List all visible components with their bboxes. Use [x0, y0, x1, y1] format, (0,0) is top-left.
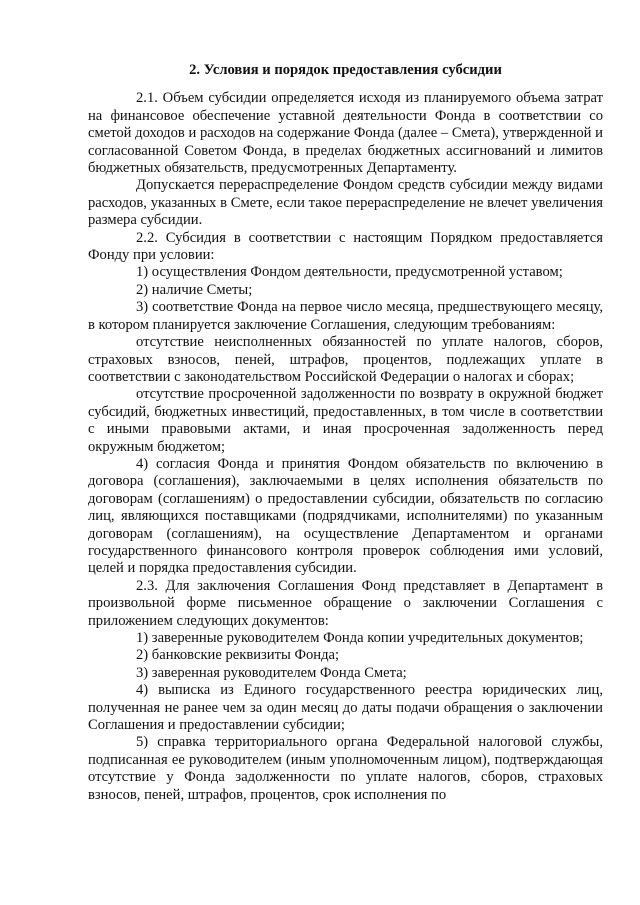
document-item-4: 4) выписка из Единого государственного реестра юридических лиц, полученная не ранее чем за один месяц до даты подачи обращения о заключении Соглашения и предоставлении субсидии;	[88, 682, 603, 734]
document-item-1: 1) заверенные руководителем Фонда копии учредительных документов;	[136, 630, 584, 646]
paragraph-2-2: 2.2. Субсидия в соответствии с настоящим Порядком предоставляется Фонду при условии:	[88, 229, 603, 264]
condition-item-2: 2) наличие Сметы;	[136, 281, 253, 298]
condition-item-3: 3) соответствие Фонда на первое число месяца, предшествующего месяцу, в котором планируется заключение Соглашения, следующим требованиям:	[88, 299, 603, 333]
document-body	[88, 62, 603, 804]
section-title: 2. Условия и порядок предоставления субсидии	[189, 62, 502, 78]
condition-item-4: 4) согласия Фонда и принятия Фондом обязательств по включению в договора (соглашения), заключаемыми в целях исполнения обязательств по договорам (соглашениям) о предоставлении субсидии, обязательств по согласию лиц, являющихся поставщиками (подрядчиками, исполнителями) по указанным договорам (соглашениям), на осуществление Департаментом и органами государственного финансового контроля проверок соблюдения ими условий, целей и порядка предоставления субсидии.	[88, 455, 603, 577]
requirement-no-tax-debt: отсутствие неисполненных обязанностей по уплате налогов, сборов, страховых взносов, пеней, штрафов, процентов, подлежащих уплате в соответствии с законодательством Российской Федерации о налогах и сборах;	[88, 334, 603, 385]
paragraph-2-1: 2.1. Объем субсидии определяется исходя из планируемого объема затрат на финансовое обеспечение уставной деятельности Фонда в соответствии со сметой доходов и расходов на содержание Фонда (далее – Смета), утвержденной и согласованной Советом Фонда, в пределах бюджетных ассигнований и лимитов бюджетных обязательств, предусмотренных Департаменту.	[88, 90, 603, 177]
document-item-2: 2) банковские реквизиты Фонда;	[136, 647, 340, 664]
paragraph-2-3: 2.3. Для заключения Соглашения Фонд представляет в Департамент в произвольной форме письменное обращение о заключении Соглашения с приложением следующих документов:	[88, 577, 603, 629]
requirement-no-overdue-debt: отсутствие просроченной задолженности по возврату в окружной бюджет субсидий, бюджетных инвестиций, предоставленных, в том числе в соответствии с иными правовыми актами, и иная просроченная задолженность перед окружным бюджетом;	[88, 386, 603, 455]
paragraph-redistribution: Допускается перераспределение Фондом средств субсидии между видами расходов, указанных в Смете, если такое перераспределение не влечет увеличения размера субсидии.	[88, 177, 603, 229]
condition-item-1: 1) осуществления Фондом деятельности, предусмотренной уставом;	[136, 264, 563, 281]
document-item-3: 3) заверенная руководителем Фонда Смета;	[136, 664, 407, 681]
document-item-5: 5) справка территориального органа Федеральной налоговой службы, подписанная ее руководителем (иным уполномоченным лицом), подтверждающая отсутствие у Фонда задолженности по уплате налогов, сборов, страховых взносов, пеней, штрафов, процентов, срок исполнения по	[88, 734, 603, 803]
